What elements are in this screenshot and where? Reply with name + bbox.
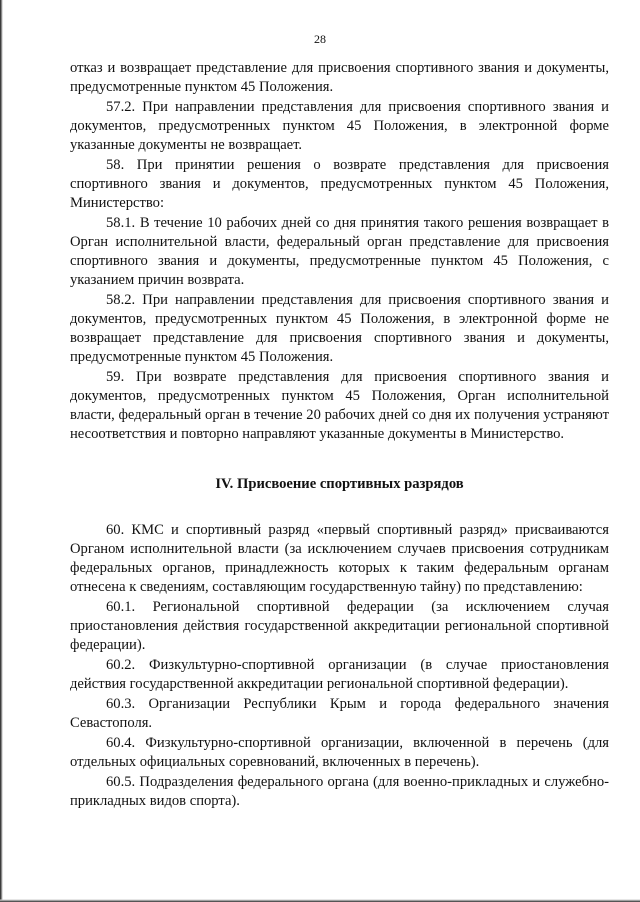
paragraph-60-1: 60.1. Региональной спортивной федерации (за исключением случая приостановления действия государственной аккредитации региональной спортивной федерации). (70, 599, 609, 653)
paragraph-57-2: 57.2. При направлении представления для присвоения спортивного звания и документов, предусмотренных пунктом 45 Положения, в электронной форме указанные документы не возвращает. (70, 99, 609, 153)
document-body (70, 59, 609, 811)
paragraph-continuation: отказ и возвращает представление для присвоения спортивного звания и документы, предусмотренные пунктом 45 Положения. (70, 60, 609, 95)
paragraph-60-5: 60.5. Подразделения федерального органа (для военно-прикладных и служебно-прикладных видов спорта). (70, 774, 609, 809)
paragraph-60: 60. КМС и спортивный разряд «первый спортивный разряд» присваиваются Органом исполнительной власти (за исключением случаев присвоения сотрудникам федеральных органов, принадлежность которых к таким федеральным органам отнесена к сведениям, составляющим государственную тайну) по представлению: (70, 522, 609, 595)
page-number: 28 (314, 32, 326, 46)
paragraph-60-3: 60.3. Организации Республики Крым и города федерального значения Севастополя. (70, 696, 609, 731)
scan-edge-left (0, 0, 3, 902)
paragraph-58-2: 58.2. При направлении представления для присвоения спортивного звания и документов, предусмотренных пунктом 45 Положения, в электронной форме не возвращает представление для присвоения спортивного звания и документы, предусмотренные пунктом 45 Положения. (70, 292, 609, 365)
paragraph-58: 58. При принятии решения о возврате представления для присвоения спортивного звания и документов, предусмотренных пунктом 45 Положения, Министерство: (70, 157, 609, 211)
section-heading: IV. Присвоение спортивных разрядов (215, 476, 464, 492)
paragraph-59: 59. При возврате представления для присвоения спортивного звания и документов, предусмотренных пунктом 45 Положения, Орган исполнительной власти, федеральный орган в течение 20 рабочих дней со дня их получения устраняют несоответствия и повторно направляют указанные документы в Министерство. (70, 369, 609, 442)
paragraph-60-4: 60.4. Физкультурно-спортивной организации, включенной в перечень (для отдельных официальных соревнований, включенных в перечень). (70, 735, 609, 770)
paragraph-58-1: 58.1. В течение 10 рабочих дней со дня принятия такого решения возвращает в Орган исполнительной власти, федеральный орган представление для присвоения спортивного звания и документы, предусмотренные пунктом 45 Положения, с указанием причин возврата. (70, 215, 609, 288)
paragraph-60-2: 60.2. Физкультурно-спортивной организации (в случае приостановления действия государственной аккредитации региональной спортивной федерации). (70, 657, 609, 692)
